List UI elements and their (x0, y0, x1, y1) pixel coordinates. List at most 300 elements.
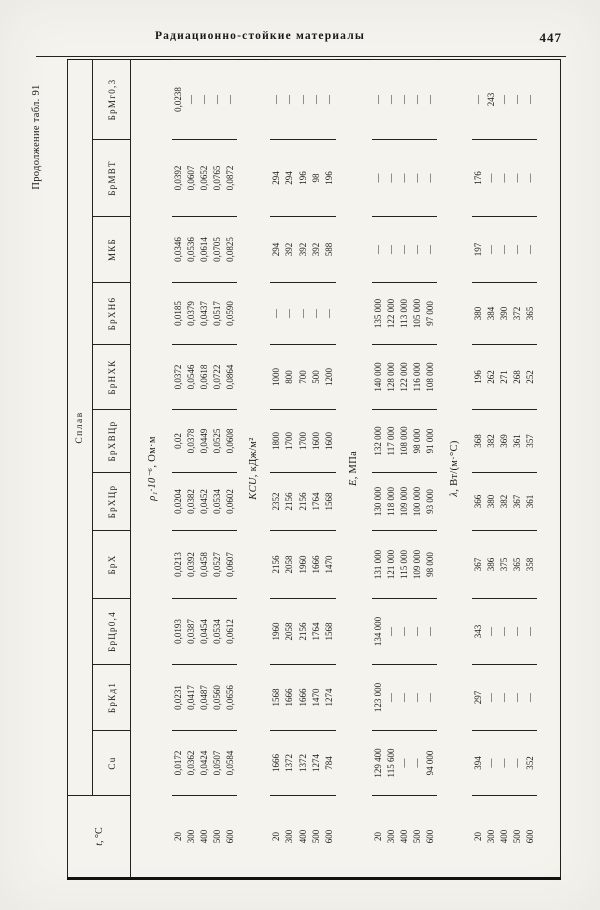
value-cell: 294 (283, 140, 296, 217)
value-cell: 380 (472, 283, 485, 345)
value-cell: 97 000 (424, 283, 437, 345)
value-cell: — (398, 140, 411, 217)
section-label-row (237, 59, 270, 878)
temp-unit: , °С (93, 827, 105, 843)
value-cell: 375 (498, 531, 511, 599)
page-number: 447 (539, 30, 562, 45)
value-cell: 135 000 (372, 283, 385, 345)
value-cell: 94 000 (424, 731, 437, 796)
value-cell: — (198, 59, 211, 139)
value-cell: 196 (472, 345, 485, 410)
value-cell: 369 (498, 410, 511, 473)
value-cell: — (297, 283, 310, 345)
value-cell: 392 (310, 217, 323, 283)
value-cell: — (485, 731, 498, 796)
value-cell: 294 (270, 140, 283, 217)
value-cell: 196 (323, 140, 336, 217)
value-cell: 357 (524, 410, 537, 473)
alloy-name-cell: БрМг0,3 (93, 59, 131, 139)
value-cell: — (511, 665, 524, 731)
value-cell: — (424, 140, 437, 217)
value-cell: 116 000 (411, 345, 424, 410)
value-cell: 0,0378 (185, 410, 198, 473)
value-cell: 358 (524, 531, 537, 599)
section-unit: , кДж/м² (248, 437, 260, 478)
temperature-cell: 300 (283, 796, 296, 879)
value-cell: — (524, 599, 537, 665)
value-cell: — (498, 599, 511, 665)
alloy-name-cell: БрЦр0,4 (93, 599, 131, 665)
data-row (385, 59, 398, 878)
value-cell: 0,0584 (224, 731, 237, 796)
header-rule (36, 56, 566, 57)
value-cell: 1600 (310, 410, 323, 473)
data-row (398, 59, 411, 878)
value-cell: — (511, 599, 524, 665)
value-cell: — (270, 59, 283, 139)
value-cell: 243 (485, 59, 498, 139)
value-cell: 0,0172 (172, 731, 185, 796)
value-cell: 0,0525 (211, 410, 224, 473)
value-cell: 91 000 (424, 410, 437, 473)
value-cell: 1666 (310, 531, 323, 599)
value-cell: 98 000 (424, 531, 437, 599)
value-cell: 1568 (323, 599, 336, 665)
temperature-cell: 600 (224, 796, 237, 879)
data-row (372, 59, 385, 878)
value-cell: 129 400 (372, 731, 385, 796)
value-cell: 108 000 (424, 345, 437, 410)
temperature-cell: 400 (297, 796, 310, 879)
value-cell: 1600 (323, 410, 336, 473)
value-cell: 366 (472, 473, 485, 531)
temperature-cell: 20 (372, 796, 385, 879)
alloy-group-header: Сплав (68, 59, 93, 795)
value-cell: 115 000 (398, 531, 411, 599)
header-row (68, 59, 93, 878)
value-cell: 0,0507 (211, 731, 224, 796)
value-cell: 700 (297, 345, 310, 410)
section-symbol: Е (348, 479, 360, 487)
temperature-cell: 400 (198, 796, 211, 879)
value-cell: 100 000 (411, 473, 424, 531)
alloy-name-cell: БрХН6 (93, 283, 131, 345)
value-cell: 131 000 (372, 531, 385, 599)
value-cell: 361 (511, 410, 524, 473)
value-cell: 1470 (310, 665, 323, 731)
value-cell: — (310, 283, 323, 345)
value-cell: 0,0705 (211, 217, 224, 283)
alloy-name-cell: БрМВТ (93, 140, 131, 217)
rotated-table-inner (67, 61, 561, 880)
value-cell: — (498, 140, 511, 217)
value-cell: 0,0392 (172, 140, 185, 217)
value-cell: 2156 (283, 473, 296, 531)
value-cell: — (411, 59, 424, 139)
value-cell: — (472, 59, 485, 139)
temp-column-header (68, 796, 131, 879)
value-cell: — (424, 59, 437, 139)
data-row (270, 59, 283, 878)
value-cell: 196 (297, 140, 310, 217)
value-cell: 0,0618 (198, 345, 211, 410)
section-label-row (131, 59, 172, 878)
value-cell: 0,0872 (224, 140, 237, 217)
value-cell: 1764 (310, 473, 323, 531)
value-cell: 0,0534 (211, 599, 224, 665)
value-cell: 382 (498, 473, 511, 531)
value-cell: 2352 (270, 473, 283, 531)
value-cell: 380 (485, 473, 498, 531)
value-cell: 0,0534 (211, 473, 224, 531)
value-cell: — (411, 217, 424, 283)
value-cell: — (485, 665, 498, 731)
value-cell: — (323, 59, 336, 139)
data-row (224, 59, 237, 878)
chapter-title: Радиационно-стойкие материалы (154, 30, 366, 42)
value-cell: 108 000 (398, 410, 411, 473)
value-cell: — (511, 140, 524, 217)
value-cell: 105 000 (411, 283, 424, 345)
value-cell: 0,0527 (211, 531, 224, 599)
value-cell: 0,0652 (198, 140, 211, 217)
value-cell: — (524, 59, 537, 139)
value-cell: 0,0536 (185, 217, 198, 283)
value-cell: — (398, 217, 411, 283)
value-cell: — (424, 599, 437, 665)
value-cell: — (511, 217, 524, 283)
value-cell: — (411, 599, 424, 665)
value-cell: 0,0590 (224, 283, 237, 345)
data-row (297, 59, 310, 878)
value-cell: — (398, 59, 411, 139)
value-cell: 2058 (283, 599, 296, 665)
value-cell: 0,0193 (172, 599, 185, 665)
value-cell: 109 000 (398, 473, 411, 531)
data-table (67, 59, 561, 880)
data-row (185, 59, 198, 878)
value-cell: 297 (472, 665, 485, 731)
value-cell: 109 000 (411, 531, 424, 599)
alloy-name-cell: Cu (93, 731, 131, 796)
data-row (524, 59, 537, 878)
rotated-table-region (67, 61, 561, 880)
value-cell: 1666 (283, 665, 296, 731)
value-cell: — (297, 59, 310, 139)
value-cell: — (385, 217, 398, 283)
value-cell: — (498, 59, 511, 139)
data-row (485, 59, 498, 878)
value-cell: — (372, 217, 385, 283)
value-cell: 392 (297, 217, 310, 283)
value-cell: 390 (498, 283, 511, 345)
value-cell: 0,0417 (185, 665, 198, 731)
value-cell: 132 000 (372, 410, 385, 473)
value-cell: 122 000 (398, 345, 411, 410)
value-cell: 98 (310, 140, 323, 217)
table-body (68, 59, 561, 878)
value-cell: — (385, 140, 398, 217)
value-cell: 252 (524, 345, 537, 410)
value-cell: 0,0607 (185, 140, 198, 217)
value-cell: 392 (283, 217, 296, 283)
value-cell: 0,0602 (224, 473, 237, 531)
value-cell: 1470 (323, 531, 336, 599)
temperature-cell: 500 (310, 796, 323, 879)
value-cell: 1700 (283, 410, 296, 473)
value-cell: 343 (472, 599, 485, 665)
value-cell: — (224, 59, 237, 139)
value-cell: — (211, 59, 224, 139)
value-cell: — (485, 140, 498, 217)
value-cell: 0,0213 (172, 531, 185, 599)
value-cell: — (524, 217, 537, 283)
data-row (198, 59, 211, 878)
value-cell: 386 (485, 531, 498, 599)
spacer-cell (537, 59, 561, 878)
value-cell: 1372 (283, 731, 296, 796)
temperature-cell: 600 (323, 796, 336, 879)
temperature-cell: 600 (524, 796, 537, 879)
value-cell: — (398, 731, 411, 796)
value-cell: 0,0231 (172, 665, 185, 731)
value-cell: 500 (310, 345, 323, 410)
value-cell: 197 (472, 217, 485, 283)
value-cell: 121 000 (385, 531, 398, 599)
data-row (498, 59, 511, 878)
section-label (131, 59, 172, 878)
data-row (283, 59, 296, 878)
section-symbol: λ (448, 491, 460, 497)
value-cell: 384 (485, 283, 498, 345)
value-cell: — (185, 59, 198, 139)
value-cell: — (385, 59, 398, 139)
value-cell: 1666 (297, 665, 310, 731)
value-cell: — (524, 140, 537, 217)
table-caption-text: Продолжение табл. 91 (31, 84, 42, 190)
value-cell: 0,0825 (224, 217, 237, 283)
value-cell: — (485, 599, 498, 665)
value-cell: 122 000 (385, 283, 398, 345)
value-cell: — (411, 731, 424, 796)
value-cell: — (485, 217, 498, 283)
section-unit: , Вт/(м·°С) (448, 440, 460, 492)
temperature-cell: 300 (185, 796, 198, 879)
value-cell: 1568 (323, 473, 336, 531)
section-label (437, 59, 471, 878)
value-cell: 0,0765 (211, 140, 224, 217)
value-cell: 0,0608 (224, 410, 237, 473)
value-cell: 1960 (270, 599, 283, 665)
temperature-cell: 500 (411, 796, 424, 879)
value-cell: — (372, 59, 385, 139)
alloy-name-cell: БрКд1 (93, 665, 131, 731)
value-cell: 365 (511, 531, 524, 599)
value-cell: 2156 (297, 473, 310, 531)
value-cell: 98 000 (411, 410, 424, 473)
temperature-cell: 300 (485, 796, 498, 879)
value-cell: 128 000 (385, 345, 398, 410)
value-cell: — (385, 665, 398, 731)
value-cell: 0,02 (172, 410, 185, 473)
value-cell: 394 (472, 731, 485, 796)
value-cell: 1568 (270, 665, 283, 731)
value-cell: 0,0560 (211, 665, 224, 731)
alloy-name-cell: БрНХК (93, 345, 131, 410)
value-cell: 1666 (270, 731, 283, 796)
value-cell: — (424, 217, 437, 283)
value-cell: 0,0238 (172, 59, 185, 139)
value-cell: 1960 (297, 531, 310, 599)
value-cell: — (310, 59, 323, 139)
running-head (0, 30, 600, 50)
alloy-name-cell: БрХВЦр (93, 410, 131, 473)
value-cell: — (511, 59, 524, 139)
value-cell: 130 000 (372, 473, 385, 531)
data-row (511, 59, 524, 878)
value-cell: — (424, 665, 437, 731)
value-cell: 0,0392 (185, 531, 198, 599)
value-cell: 0,0454 (198, 599, 211, 665)
value-cell: 352 (524, 731, 537, 796)
value-cell: — (398, 599, 411, 665)
temperature-cell: 20 (270, 796, 283, 879)
value-cell: 1274 (310, 731, 323, 796)
value-cell: 0,0487 (198, 665, 211, 731)
alloy-name-cell: МКБ (93, 217, 131, 283)
section-unit: , МПа (348, 450, 360, 480)
spacer-row (537, 59, 561, 878)
value-cell: 0,0517 (211, 283, 224, 345)
data-row (472, 59, 485, 878)
value-cell: 134 000 (372, 599, 385, 665)
section-label (237, 59, 270, 878)
value-cell: 176 (472, 140, 485, 217)
value-cell: 1700 (297, 410, 310, 473)
temperature-cell: 500 (211, 796, 224, 879)
value-cell: 0,0449 (198, 410, 211, 473)
value-cell: 1372 (297, 731, 310, 796)
temperature-cell: 300 (385, 796, 398, 879)
value-cell: 0,0185 (172, 283, 185, 345)
value-cell: 365 (524, 283, 537, 345)
value-cell: 800 (283, 345, 296, 410)
value-cell: 1274 (323, 665, 336, 731)
value-cell: 2156 (270, 531, 283, 599)
section-symbol: KCU (248, 477, 260, 500)
value-cell: 93 000 (424, 473, 437, 531)
section-label-row (336, 59, 372, 878)
value-cell: 0,0437 (198, 283, 211, 345)
value-cell: 0,0458 (198, 531, 211, 599)
value-cell: 1000 (270, 345, 283, 410)
value-cell: 2156 (297, 599, 310, 665)
temperature-cell: 400 (498, 796, 511, 879)
section-unit: , Ом·м (146, 436, 158, 468)
value-cell: 271 (498, 345, 511, 410)
temperature-cell: 400 (398, 796, 411, 879)
value-cell: — (411, 665, 424, 731)
value-cell: 0,0387 (185, 599, 198, 665)
value-cell: — (372, 140, 385, 217)
alloy-name-cell: БрХЦр (93, 473, 131, 531)
value-cell: 123 000 (372, 665, 385, 731)
value-cell: 262 (485, 345, 498, 410)
value-cell: 0,0372 (172, 345, 185, 410)
value-cell: 784 (323, 731, 336, 796)
value-cell: 0,0379 (185, 283, 198, 345)
value-cell: 368 (472, 410, 485, 473)
data-row (323, 59, 336, 878)
value-cell: 113 000 (398, 283, 411, 345)
value-cell: — (411, 140, 424, 217)
value-cell: 140 000 (372, 345, 385, 410)
value-cell: — (323, 283, 336, 345)
value-cell: 1764 (310, 599, 323, 665)
value-cell: 0,0382 (185, 473, 198, 531)
value-cell: 372 (511, 283, 524, 345)
value-cell: 0,0614 (198, 217, 211, 283)
alloy-name-cell: БрХ (93, 531, 131, 599)
value-cell: 1800 (270, 410, 283, 473)
value-cell: — (498, 217, 511, 283)
value-cell: — (511, 731, 524, 796)
value-cell: 0,0864 (224, 345, 237, 410)
value-cell: 0,0656 (224, 665, 237, 731)
value-cell: 0,0612 (224, 599, 237, 665)
value-cell: — (398, 665, 411, 731)
temperature-cell: 20 (472, 796, 485, 879)
value-cell: — (524, 665, 537, 731)
value-cell: 0,0607 (224, 531, 237, 599)
value-cell: — (385, 599, 398, 665)
value-cell: — (283, 59, 296, 139)
value-cell: 115 600 (385, 731, 398, 796)
alloy-names-row (93, 59, 131, 878)
data-row (424, 59, 437, 878)
data-row (411, 59, 424, 878)
value-cell: 0,0204 (172, 473, 185, 531)
value-cell: — (283, 283, 296, 345)
value-cell: 0,0452 (198, 473, 211, 531)
data-row (172, 59, 185, 878)
data-row (211, 59, 224, 878)
value-cell: 1200 (323, 345, 336, 410)
value-cell: 0,0346 (172, 217, 185, 283)
temperature-cell: 20 (172, 796, 185, 879)
value-cell: — (270, 283, 283, 345)
value-cell: 0,0424 (198, 731, 211, 796)
value-cell: 0,0722 (211, 345, 224, 410)
temperature-cell: 600 (424, 796, 437, 879)
section-label (336, 59, 372, 878)
value-cell: — (498, 731, 511, 796)
value-cell: — (498, 665, 511, 731)
temperature-cell: 500 (511, 796, 524, 879)
value-cell: 367 (511, 473, 524, 531)
value-cell: 588 (323, 217, 336, 283)
section-symbol: ρ₁·10⁻⁶ (146, 467, 158, 501)
value-cell: 0,0546 (185, 345, 198, 410)
table-caption (31, 59, 53, 215)
value-cell: 382 (485, 410, 498, 473)
data-row (310, 59, 323, 878)
value-cell: 268 (511, 345, 524, 410)
value-cell: 0,0362 (185, 731, 198, 796)
temp-symbol: t (93, 842, 105, 846)
value-cell: 294 (270, 217, 283, 283)
value-cell: 361 (524, 473, 537, 531)
